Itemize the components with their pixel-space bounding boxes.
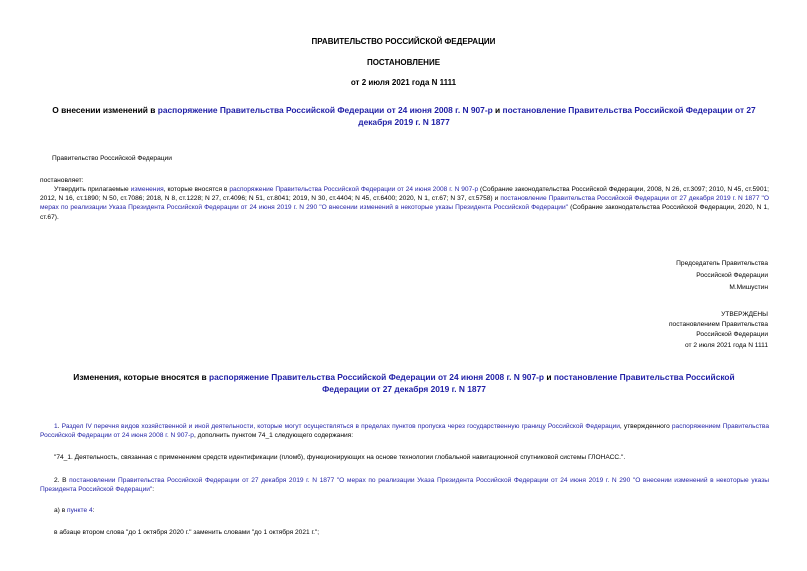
intro-text-4: (Собрание законодательства Российской Федерации, 2020, N 1, ст.67). — [40, 204, 770, 221]
government-heading: ПРАВИТЕЛЬСТВО РОССИЙСКОЙ ФЕДЕРАЦИИ — [311, 37, 496, 46]
sub-item-a-text: а) в — [54, 507, 68, 514]
paragraph-2-change: в абзаце втором слова "до 1 октября 2020 г." заменить словами "до 1 октября 2021 г."; — [54, 529, 320, 536]
title-prefix: О внесении изменений в — [52, 105, 158, 115]
signature-position-2: Российской Федерации — [696, 272, 768, 280]
intro-paragraph — [40, 185, 769, 222]
link-resolution-1877-changes[interactable]: постановление Правительства Российской Федерации от 27 декабря 2019 г. N 1877 — [322, 372, 735, 394]
intro-text-2: , которые вносятся в — [163, 186, 230, 193]
signature-block — [676, 259, 768, 293]
link-order-907[interactable]: распоряжение Правительства Российской Федерации от 24 июня 2008 г. N 907-р — [157, 105, 493, 115]
item-2-text-b: : — [152, 486, 155, 494]
link-clause-4[interactable]: пункте 4 — [67, 507, 93, 514]
document-title — [36, 104, 772, 128]
item-2-text-a: 2. В — [54, 477, 70, 484]
link-order-907-item1[interactable]: распоряжением Правительства Российской Федерации от 24 июня 2008 г. N 907-р — [40, 423, 769, 440]
intro-text-1: Утвердить прилагаемые — [54, 186, 131, 193]
intro-text-3: (Собрание законодательства Российской Федерации, 2008, N 26, ст.3097; 2010, N 45, ст.5901; 2012, N 16, ст.1890; N 50, ст.7086; 2018, N 8, ст.1228; N 27, ст.4096; N 51, ст.8041; 2019, N 30, ст.4404; N 45, ст.6400; 2020, N 1, ст.67; N 37, ст.5758) и — [40, 186, 769, 203]
link-resolution-1877-item2[interactable]: постановлении Правительства Российской Федерации от 27 декабря 2019 г. N 1877 "О мерах по реализации Указа Президента Российской Федерации от 24 июня 2019 г. N 290 "О внесении изменений в некоторые указы Президента Российской Федерации" — [40, 477, 769, 494]
signature-name: М.Мишустин — [729, 284, 768, 292]
item-1-text-a: , утвержденного — [619, 423, 672, 430]
approved-label: УТВЕРЖДЕНЫ — [721, 311, 768, 318]
changes-title — [60, 371, 748, 395]
approved-block — [669, 310, 768, 350]
intro-decides: постановляет: — [40, 177, 84, 184]
item-1-sep: . — [57, 423, 62, 430]
changes-title-prefix: Изменения, которые вносятся в — [73, 372, 210, 382]
link-order-907-changes[interactable]: распоряжение Правительства Российской Федерации от 24 июня 2008 г. N 907-р — [209, 372, 545, 382]
item-1-number[interactable]: 1 — [54, 423, 58, 430]
sub-item-a — [54, 506, 94, 515]
item-1 — [40, 422, 769, 440]
link-changes[interactable]: изменения — [130, 186, 164, 193]
signature-position-1: Председатель Правительства — [676, 260, 768, 267]
approved-line-2: Российской Федерации — [696, 331, 768, 339]
title-middle: и — [492, 105, 503, 115]
sub-item-a-colon: : — [92, 507, 95, 514]
document-type: ПОСТАНОВЛЕНИЕ — [366, 58, 441, 67]
item-2 — [40, 476, 769, 494]
link-order-907-intro[interactable]: распоряжение Правительства Российской Федерации от 24 июня 2008 г. N 907-р — [229, 186, 479, 193]
quote-74-1: "74_1. Деятельность, связанная с применением средств идентификации (пломб), функционирующих на основе технологии глобальной навигационной спутниковой системы ГЛОНАСС.". — [54, 454, 626, 461]
item-1-text-b: , дополнить пунктом 74_1 следующего содержания: — [193, 432, 354, 440]
link-section-iv[interactable]: Раздел IV перечня видов хозяйственной и иной деятельности, которые могут осуществляться в пределах пунктов пропуска через государственную границу Российской Федерации — [61, 423, 620, 430]
document-date: от 2 июля 2021 года N 1111 — [350, 78, 457, 87]
link-resolution-1877-intro[interactable]: постановление Правительства Российской Федерации от 27 декабря 2019 г. N 1877 "О мерах по реализации Указа Президента Российской Федерации от 24 июня 2019 г. N 290 "О внесении изменений в некоторые указы Президента Российской Федерации" — [40, 195, 769, 212]
intro-government: Правительство Российской Федерации — [52, 155, 172, 162]
link-resolution-1877[interactable]: постановление Правительства Российской Федерации от 27 декабря 2019 г. N 1877 — [358, 105, 756, 127]
changes-title-middle: и — [544, 372, 554, 382]
approved-line-3: от 2 июля 2021 года N 1111 — [684, 341, 768, 349]
approved-line-1: постановлением Правительства — [668, 321, 768, 329]
